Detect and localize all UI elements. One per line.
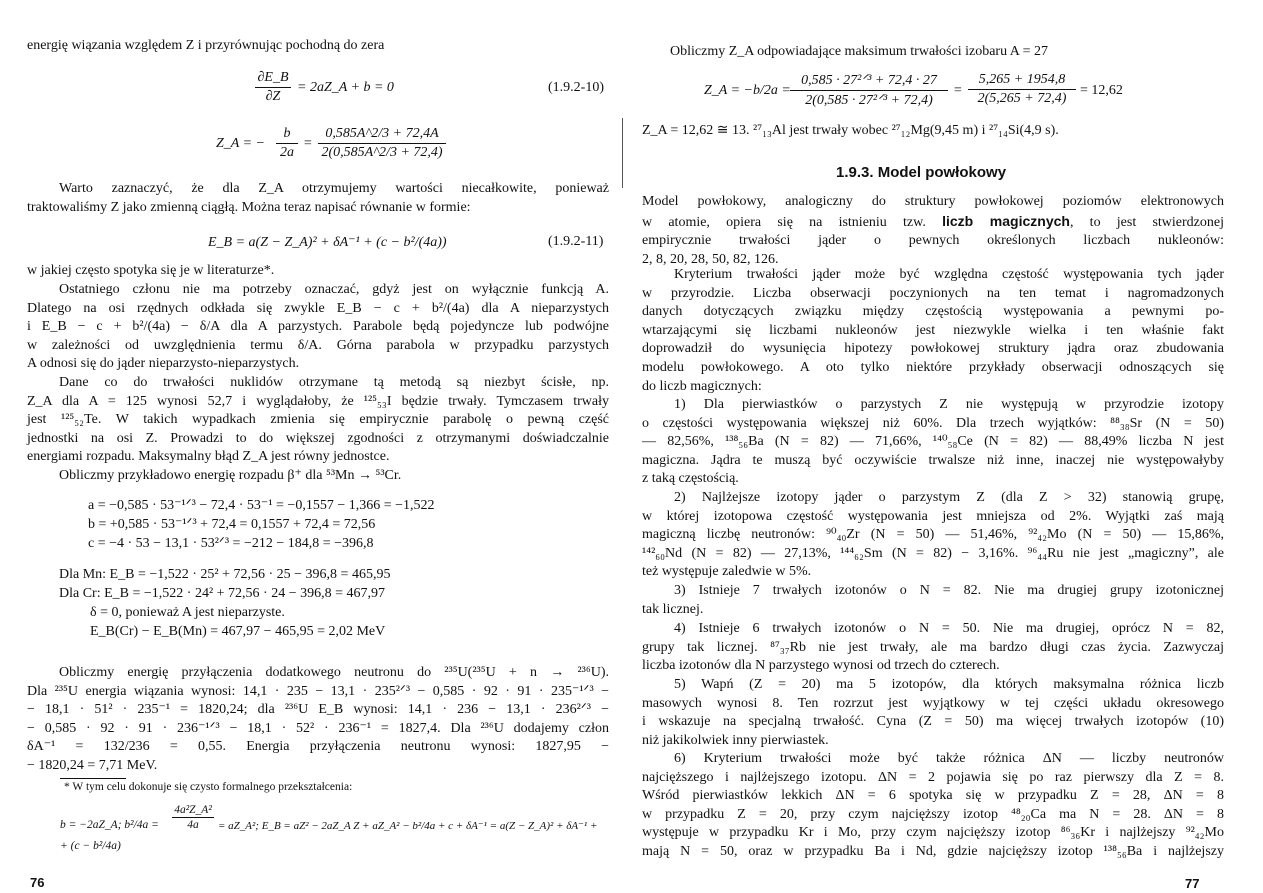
eq-equals: = <box>953 83 963 98</box>
eq2-lhs: Z_A = − <box>216 136 265 151</box>
right-item-4: 4) Istnieje 6 trwałych izotonów o N = 50. Nie ma drugiej, oprócz N = 82, grupy tak licznej. ⁸⁷₃₇Rb nie jest trwały, ale ma bardzo długi czas życia. Zazwyczaj liczba izotonów dla N parzystego wynosi od trzech do czterech. <box>642 621 1224 674</box>
section-heading: 1.9.3. Model powłokowy <box>836 164 1007 181</box>
eq2-fraction-1: $\frac{b}{2a}$ <box>276 126 298 161</box>
footnote-line2: + (c − b²/4a) <box>60 840 121 852</box>
page-number-left: 76 <box>30 875 45 890</box>
eq1-number: (1.9.2-10) <box>548 80 604 95</box>
left-para-5: Obliczmy przykładowo energię rozpadu β⁺ dla ⁵³Mn → ⁵³Cr. <box>59 468 402 483</box>
eq-lhs: Z_A = −b/2a = <box>704 83 791 98</box>
right-item-1: 1) Dla pierwiastków o parzystych Z nie występują w przyrodzie izotopy o częstości występowania większej niż 60%. Dla trzech wyjątków: ⁸⁸₃₈Sr (N = 50) — 82,56%, ¹³⁸₅₆Ba (N = 82) — 71,66%, ¹⁴⁰₅₈Ce (N = 82) — 88,49% liczba N jest magiczna. Jądra te muszą być oczywiście trwalsze niż inne, inaczej nie występowałyby z taką częstością. <box>642 397 1224 487</box>
results-block: Dla Mn: E_B = −1,522 · 25² + 72,56 · 25 − 396,8 = 465,95 Dla Cr: E_B = −1,522 · 24² + 72,56 · 24 − 396,8 = 467,97 δ = 0, ponieważ A jest nieparzyste. E_B(Cr) − E_B(Mn) = 467,97 − 465,95 = 2,02 MeV <box>59 567 391 639</box>
right-item-6: 6) Kryterium trwałości może być także różnica ΔN — liczby neutronów najcięższego i najlżejszego izotopu. ΔN = 2 pojawia się po raz pierwszy dla Z = 8. Wśród pierwiastków lekkich ΔN = 6 spotyka się w przypadku Z = 28, ΔN = 8 w przypadku Z = 20, przy czym najcięższy izotop ⁴⁸₂₀Ca ma N = 28. ΔN = 8 występuje w przypadku Kr i Mo, przy czym najcięższy izotop ⁸⁶₃₆Kr i najlżejszy ⁹²₄₂Mo mają N = 50, oraz w przypadku Ba i Nd, gdzie najcięższy izotop ¹³⁸₅₆Ba i najlżejszy <box>642 751 1224 859</box>
eq-fraction-1: 0,585 · 27²ᐟ³ + 72,4 · 27 2(0,585 · 27²ᐟ³ + 72,4) <box>790 72 948 109</box>
eq-result: = 12,62 <box>1080 83 1123 98</box>
right-item-5: 5) Wapń (Z = 20) ma 5 izotopów, dla których maksymalna różnica liczb masowych wynosi 8. Ten rozrzut jest wyjątkowy w tej części układu okresowego i wskazuje na specjalną trwałość. Cyna (Z = 50) ma więcej trwałych izotopów (10) niż jakikolwiek inny pierwiastek. <box>642 677 1224 748</box>
eq1-fraction: $\frac{\partial E\_B}{\partial Z}$ <box>255 70 291 105</box>
right-item-2: 2) Najlżejsze izotopy jąder o parzystym Z (dla Z > 32) stanowią grupę, w której izotopowa częstość występowania jest mniejsza od 2%. Wyjątki zaś mają magiczną liczbę neutronów: ⁹⁰₄₀Zr (N = 50) — 51,46%, ⁹²₄₂Mo (N = 50) — 15,86%, ¹⁴²₆₀Nd (N = 82) — 27,13%, ¹⁴⁴₆₂Sm (N = 82) − 3,16%. ⁹⁶₄₄Ru nie jest „magiczny”, ale też występuje zaledwie w 5%. <box>642 490 1224 580</box>
left-intro: energię wiązania względem Z i przyrównując pochodną do zera <box>27 38 385 53</box>
left-para-4: Dane co do trwałości nuklidów otrzymane tą metodą są niezbyt ścisłe, np. Z_A dla A = 125 wynosi 52,7 i wyglądałoby, że ¹²⁵₅₃I będzie trwały. Tymczasem trwały jest ¹²⁵₅₂Te. W takich wypadkach zmienia się empirycznie parabolę o pewną część jednostki na osi Z. Prowadzi to do większej zgodności z otrzymanymi doświadczalnie energiami rozpadu. Maksymalny błąd Z_A jest równy jednostce. <box>27 375 609 465</box>
left-para-2: w jakiej często spotyka się je w literaturze*. <box>27 263 275 278</box>
eq-fraction-2: $\frac{5,265 + 1954,8}{2(5,265 + 72,4)}$ <box>968 72 1076 107</box>
right-para-2: Kryterium trwałości jąder może być względna częstość występowania tych jąder w przyrodzie. Liczba obserwacji poczynionych na ten temat i nagromadzonych danych dotyczących związku między częstością występowania a pewnymi po- wtarzającymi się liczbami nukleonów jest niezwykle wielka i ten właśnie fakt doprowadził do wysunięcia hipotezy powłokowej struktury jądra oraz zbudowania modelu powłokowego. A oto tylko niektóre przykłady obserwacji odnoszących się do liczb magicznych: <box>642 267 1224 394</box>
footnote-line1-a: b = −2aZ_A; b²/4a = <box>60 819 159 831</box>
calc-block: a = −0,585 · 53⁻¹ᐟ³ − 72,4 · 53⁻¹ = −0,1557 − 1,366 = −1,522 b = +0,585 · 53⁻¹ᐟ³ + 72,4 = 0,1557 + 72,4 = 72,56 c = −4 · 53 − 13,1 · 53²ᐟ³ = −212 − 184,8 = −396,8 <box>88 498 435 551</box>
eq1-rhs: = 2aZ_A + b = 0 <box>297 80 394 95</box>
eq3-number: (1.9.2-11) <box>548 234 604 249</box>
right-page <box>632 0 1263 893</box>
za-line: Z_A = 12,62 ≅ 13. ²⁷₁₃Al jest trwały wobec ²⁷₁₂Mg(9,45 m) i ²⁷₁₄Si(4,9 s). <box>642 123 1059 138</box>
eq2-equals: = <box>303 136 313 151</box>
left-para-6: Obliczmy energię przyłączenia dodatkowego neutronu do ²³⁵U(²³⁵U + n → ²³⁶U). Dla ²³⁵U energia wiązania wynosi: 14,1 · 235 − 13,1 · 235²ᐟ³ − 0,585 · 92 · 91 · 235⁻¹ᐟ³ − − 18,1 · 51² · 235⁻¹ = 1820,24; dla ²³⁶U E_B wynosi: 14,1 · 236 − 13,1 · 236²ᐟ³ − − 0,585 · 92 · 91 · 236⁻¹ᐟ³ − 18,1 · 52² · 236⁻¹ = 1827,4. Dla ²³⁶U dodajemy człon δA⁻¹ = 132/236 = 0,55. Energia przyłączenia neutronu wynosi: 1827,95 − − 1820,24 = 7,71 MeV. <box>27 665 609 773</box>
footnote-text: * W tym celu dokonuje się czysto formalnego przekształcenia: <box>64 781 353 793</box>
magic-numbers-term: liczb magicznych <box>942 212 1070 229</box>
page-number-right: 77 <box>1185 876 1200 891</box>
right-para-1: Model powłokowy, analogiczny do struktury powłokowej poziomów elektronowych w atomie, opiera się na istnieniu tzw. liczb magicznych, to jest stwierdzonej empirycznie trwałości jąder o pewnych określonych liczbach nukleonów: 2, 8, 20, 28, 50, 82, 126. <box>642 194 1224 267</box>
right-intro: Obliczmy Z_A odpowiadające maksimum trwałości izobaru A = 27 <box>670 44 1049 59</box>
eq3: E_B = a(Z − Z_A)² + δA⁻¹ + (c − b²/(4a)) <box>208 235 447 250</box>
column-divider <box>622 118 623 188</box>
footnote-rule <box>60 778 126 779</box>
footnote-line1-b: = aZ_A²; E_B = aZ² − 2aZ_A Z + aZ_A² − b²/4a + c + δA⁻¹ = a(Z − Z_A)² + δA⁻¹ + <box>218 820 598 832</box>
left-para-3: Ostatniego członu nie ma potrzeby oznaczać, gdyż jest on wyłącznie funkcją A. Dlatego na osi rzędnych odkłada się zwykle E_B − c + b²/(4a) dla A nieparzystych i E_B − c + b²/(4a) − δ/A dla A parzystych. Parabole będą pojedyncze lub podwójne w zależności od uwzględnienia termu δ/A. Górna parabola w przypadku parzystych A odnosi się do jąder nieparzysto-nieparzystych. <box>27 282 609 372</box>
left-para-1: Warto zaznaczyć, że dla Z_A otrzymujemy wartości niecałkowite, ponieważ traktowaliśmy Z jako zmienną ciągłą. Można teraz napisać równanie w formie: <box>27 181 609 215</box>
eq2-fraction-2: $\frac{0,585A\^{}2/3 + 72,4A}{2(0,585A\^{}2/3 + 72,4)}$ <box>318 126 446 161</box>
footnote-fraction: $\frac{\text{4a²Z\_A²}}{4a}$ <box>172 804 214 831</box>
right-item-3: 3) Istnieje 7 trwałych izotonów o N = 82. Nie ma drugiej grupy izotonicznej tak licznej. <box>642 583 1224 617</box>
left-page <box>0 0 631 893</box>
